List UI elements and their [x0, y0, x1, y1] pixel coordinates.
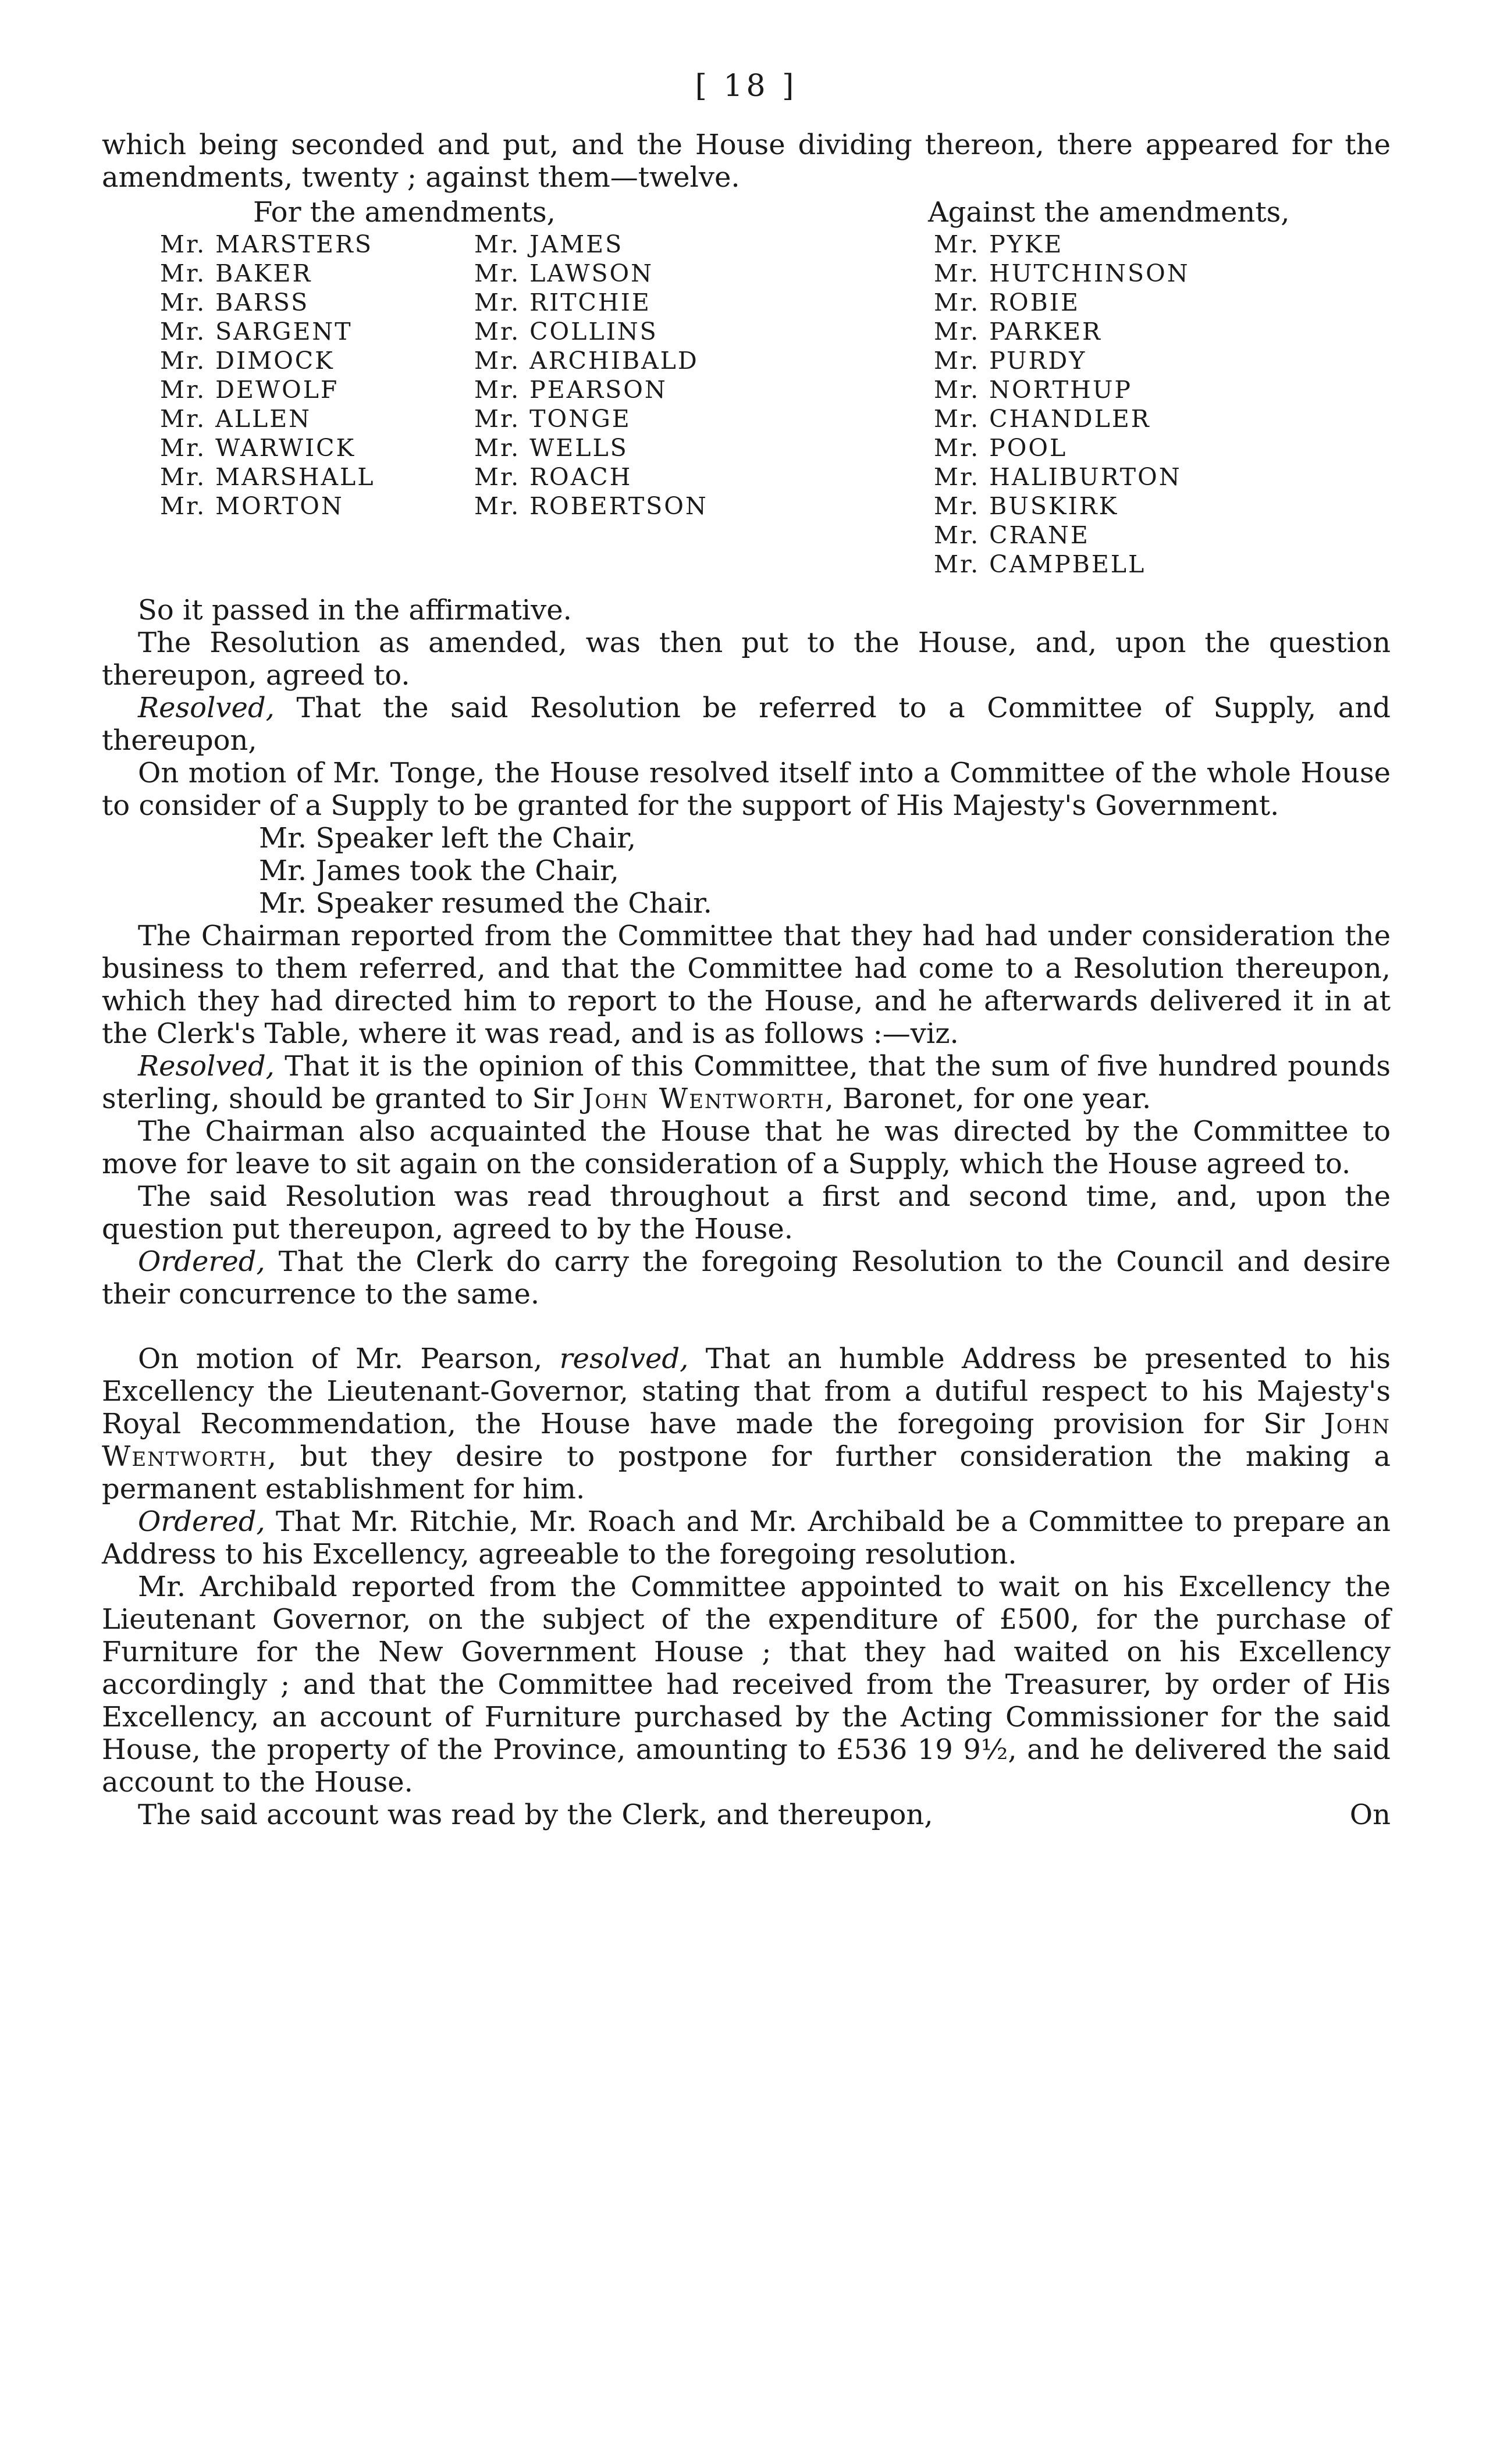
member-name: Mr. CAMPBELL [934, 550, 1146, 578]
member-name: Mr. MORTON [160, 492, 344, 520]
chair-line: Mr. James took the Chair, [259, 854, 619, 887]
archibald-report-paragraph: Mr. Archibald reported from the Committee appointed to wait on his Excellency the Lieutenant Governor, on the subject of the expenditure of £500, for the purchase of Furniture for the New Government House ; that they had waited on his Excellency accordingly ; and that the Committee had received from the Treasurer, by order of His Excellency, an account of Furniture purchased by the Acting Commissioner for the said House, the property of the Province, amounting to £536 19 9½, and he delivered the said account to the House. [102, 1571, 1391, 1799]
account-read-paragraph [102, 1799, 1391, 1831]
paragraph-text: That it is the opinion of this Committee, that the sum of five hundred pounds sterling, should be granted to Sir [102, 1050, 1391, 1115]
member-name: Mr. PURDY [934, 347, 1087, 375]
resolved-sum-paragraph [102, 1050, 1391, 1115]
referred-paragraph [102, 692, 1391, 757]
person-name: John Wentworth [102, 1408, 1391, 1473]
member-name: Mr. ARCHIBALD [474, 347, 699, 375]
division-list [102, 230, 1391, 579]
against-column [899, 230, 1391, 579]
member-name: Mr. NORTHUP [934, 376, 1133, 404]
paragraph-text: On motion of Mr. Pearson, [138, 1343, 560, 1375]
chairman-report-paragraph: The Chairman reported from the Committee that they had had under consideration the business to them referred, and that the Committee had come to a Resolution thereupon, which they had directed him to report to the House, and he afterwards delivered it in at the Clerk's Table, where it was read, and is as follows :—viz. [102, 920, 1391, 1050]
member-name: Mr. PEARSON [474, 376, 667, 404]
member-name: Mr. ROBERTSON [474, 492, 708, 520]
page-number: [ 18 ] [695, 69, 798, 104]
for-amendments-heading: For the amendments, [253, 196, 556, 229]
member-name: Mr. MARSHALL [160, 463, 375, 491]
member-name: Mr. SARGENT [160, 318, 353, 346]
ordered-label: Ordered, [138, 1505, 265, 1538]
against-amendments-heading: Against the amendments, [928, 196, 1290, 229]
member-name: Mr. BARSS [160, 289, 310, 316]
resolved-label: resolved, [559, 1343, 689, 1375]
member-name: Mr. HUTCHINSON [934, 259, 1190, 287]
member-name: Mr. CHANDLER [934, 405, 1151, 433]
division-headers [102, 196, 1391, 229]
paragraph-text: That an humble Address be presented to his Excellency the Lieutenant-Governor, stating that from a dutiful respect to his Majesty's Royal Recommendation, the House have made the foregoing provision for Sir [102, 1343, 1391, 1440]
section-gap [102, 1311, 1391, 1343]
paragraph-text: That the said Resolution be referred to a Committee of Supply, and thereupon, [102, 692, 1391, 757]
member-name: Mr. DEWOLF [160, 376, 339, 404]
paragraph-text: That the Clerk do carry the foregoing Resolution to the Council and desire their concurrence to the same. [102, 1245, 1391, 1311]
member-name: Mr. ROBIE [934, 289, 1080, 316]
said-resolution-paragraph: The said Resolution was read throughout a first and second time, and, upon the question put thereupon, agreed to by the House. [102, 1180, 1391, 1245]
member-name: Mr. POOL [934, 434, 1068, 462]
chair-line: Mr. Speaker resumed the Chair. [259, 887, 712, 920]
chairman-also-paragraph: The Chairman also acquainted the House that he was directed by the Committee to move for leave to sit again on the consideration of a Supply, which the House agreed to. [102, 1115, 1391, 1180]
chair-line: Mr. Speaker left the Chair, [259, 822, 637, 854]
ordered-label: Ordered, [138, 1245, 265, 1278]
document-page [102, 70, 1391, 1831]
for-column-2 [457, 230, 899, 579]
member-name: Mr. WELLS [474, 434, 628, 462]
tonge-motion-paragraph: On motion of Mr. Tonge, the House resolved itself into a Committee of the whole House to consider of a Supply to be granted for the support of His Majesty's Government. [102, 757, 1391, 822]
member-name: Mr. BAKER [160, 259, 312, 287]
member-name: Mr. LAWSON [474, 259, 654, 287]
member-name: Mr. JAMES [474, 230, 624, 258]
resolved-label: Resolved, [138, 692, 275, 724]
paragraph-text: The said account was read by the Clerk, and thereupon, [138, 1799, 933, 1831]
resolved-label: Resolved, [138, 1050, 275, 1083]
paragraph-text: , Baronet, for one year. [824, 1083, 1151, 1115]
pearson-motion-paragraph [102, 1343, 1391, 1505]
for-column-1 [102, 230, 457, 579]
paragraph-text: , but they desire to postpone for further consideration the making a permanent establishment for him. [102, 1440, 1391, 1505]
member-name: Mr. BUSKIRK [934, 492, 1119, 520]
person-name: John Wentworth [582, 1083, 825, 1115]
member-name: Mr. WARWICK [160, 434, 356, 462]
member-name: Mr. PARKER [934, 318, 1102, 346]
member-name: Mr. PYKE [934, 230, 1064, 258]
member-name: Mr. RITCHIE [474, 289, 651, 316]
member-name: Mr. ROACH [474, 463, 632, 491]
ordered-clerk-paragraph [102, 1245, 1391, 1311]
member-name: Mr. DIMOCK [160, 347, 335, 375]
resolution-amended-paragraph: The Resolution as amended, was then put to the House, and, upon the question thereupon, agreed to. [102, 626, 1391, 692]
member-name: Mr. ALLEN [160, 405, 312, 433]
member-name: Mr. TONGE [474, 405, 631, 433]
catchword: On [1349, 1799, 1391, 1831]
member-name: Mr. HALIBURTON [934, 463, 1182, 491]
member-name: Mr. COLLINS [474, 318, 658, 346]
member-name: Mr. MARSTERS [160, 230, 373, 258]
member-name: Mr. CRANE [934, 521, 1090, 549]
intro-paragraph: which being seconded and put, and the House dividing thereon, there appeared for the amendments, twenty ; against them—twelve. [102, 129, 1391, 194]
paragraph-text: That Mr. Ritchie, Mr. Roach and Mr. Archibald be a Committee to prepare an Address to his Excellency, agreeable to the foregoing resolution. [102, 1505, 1391, 1571]
ordered-committee-paragraph [102, 1505, 1391, 1571]
passed-paragraph: So it passed in the affirmative. [138, 594, 572, 626]
